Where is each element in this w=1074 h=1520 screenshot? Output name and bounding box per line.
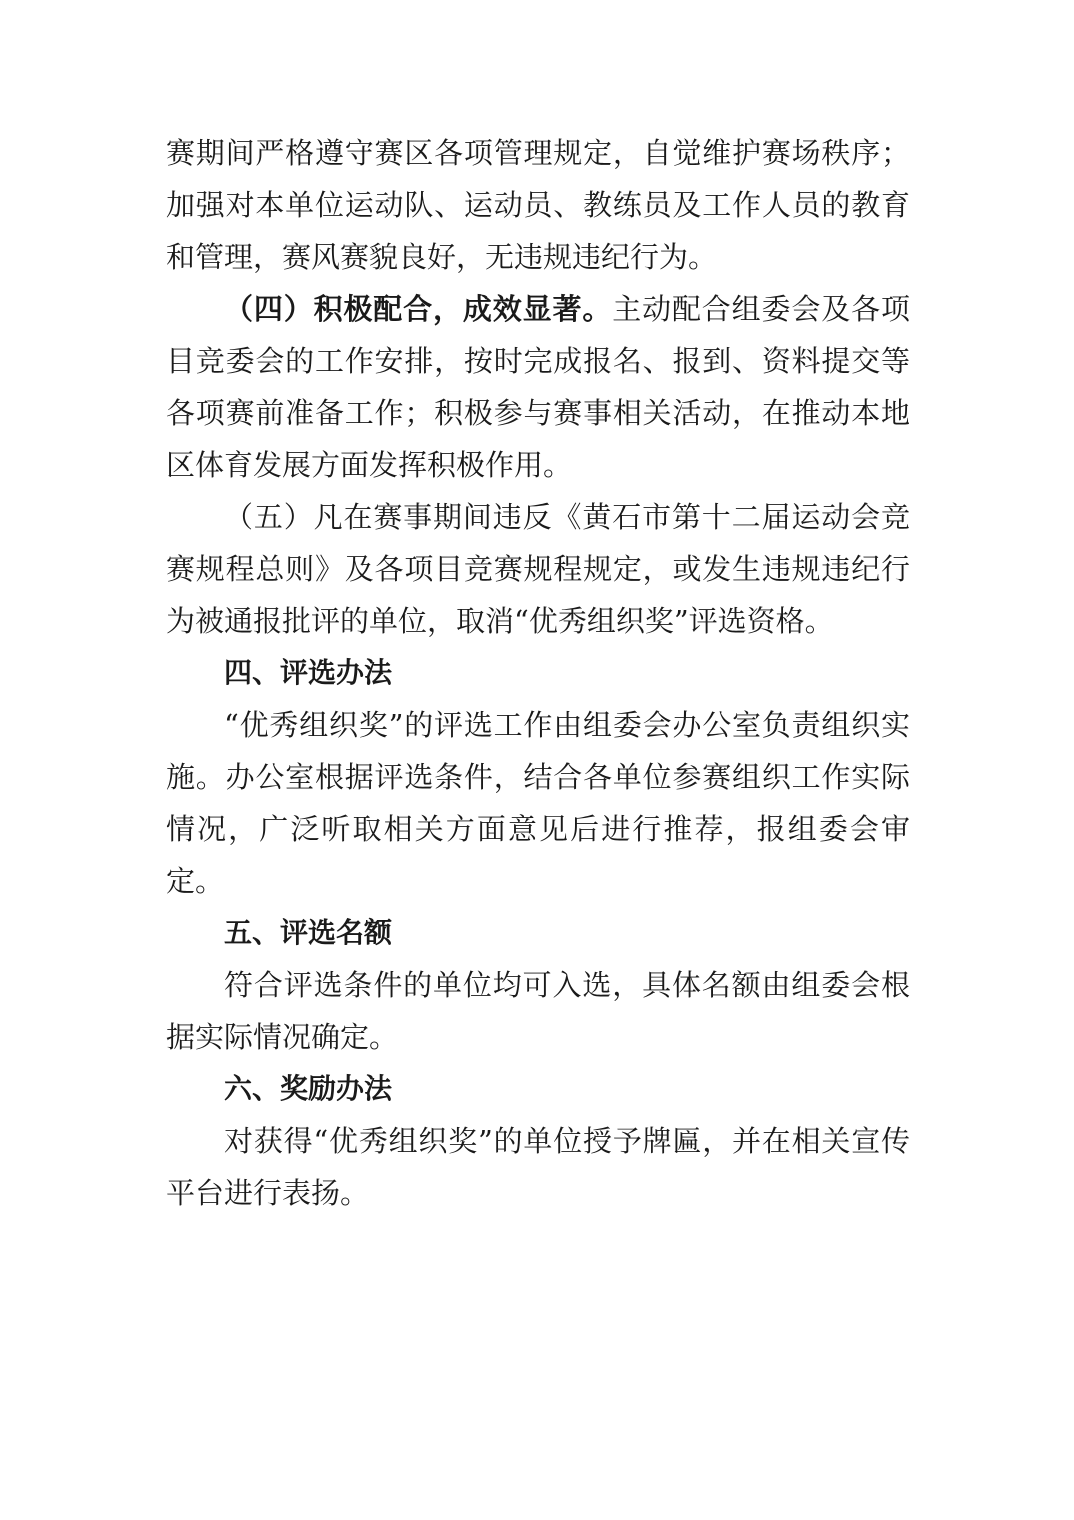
paragraph-item-five: （五）凡在赛事期间违反《黄石市第十二届运动会竞赛规程总则》及各项目竞赛规程规定，或发生违规违纪行为被通报批评的单位，取消“优秀组织奖”评选资格。 (166, 500, 910, 638)
section-heading-rewards: 六、奖励办法 (224, 1072, 393, 1105)
section-heading-selection-method: 四、评选办法 (224, 656, 393, 689)
document-body (166, 127, 910, 1219)
paragraph-quota: 符合评选条件的单位均可入选，具体名额由组委会根据实际情况确定。 (166, 968, 910, 1054)
paragraph-rewards: 对获得“优秀组织奖”的单位授予牌匾，并在相关宣传平台进行表扬。 (166, 1124, 910, 1210)
paragraph-item-four (166, 283, 910, 491)
item-four-lead: （四）积极配合，成效显著。 (224, 292, 613, 326)
paragraph-selection-method: “优秀组织奖”的评选工作由组委会办公室负责组织实施。办公室根据评选条件，结合各单位参赛组织工作实际情况，广泛听取相关方面意见后进行推荐，报组委会审定。 (166, 708, 910, 898)
section-heading-quota: 五、评选名额 (224, 916, 393, 949)
item-four-body: 主动配合组委会及各项目竞委会的工作安排，按时完成报名、报到、资料提交等各项赛前准备工作；积极参与赛事相关活动，在推动本地区体育发展方面发挥积极作用。 (166, 292, 910, 482)
paragraph-continuation: 赛期间严格遵守赛区各项管理规定，自觉维护赛场秩序；加强对本单位运动队、运动员、教练员及工作人员的教育和管理，赛风赛貌良好，无违规违纪行为。 (166, 136, 910, 274)
